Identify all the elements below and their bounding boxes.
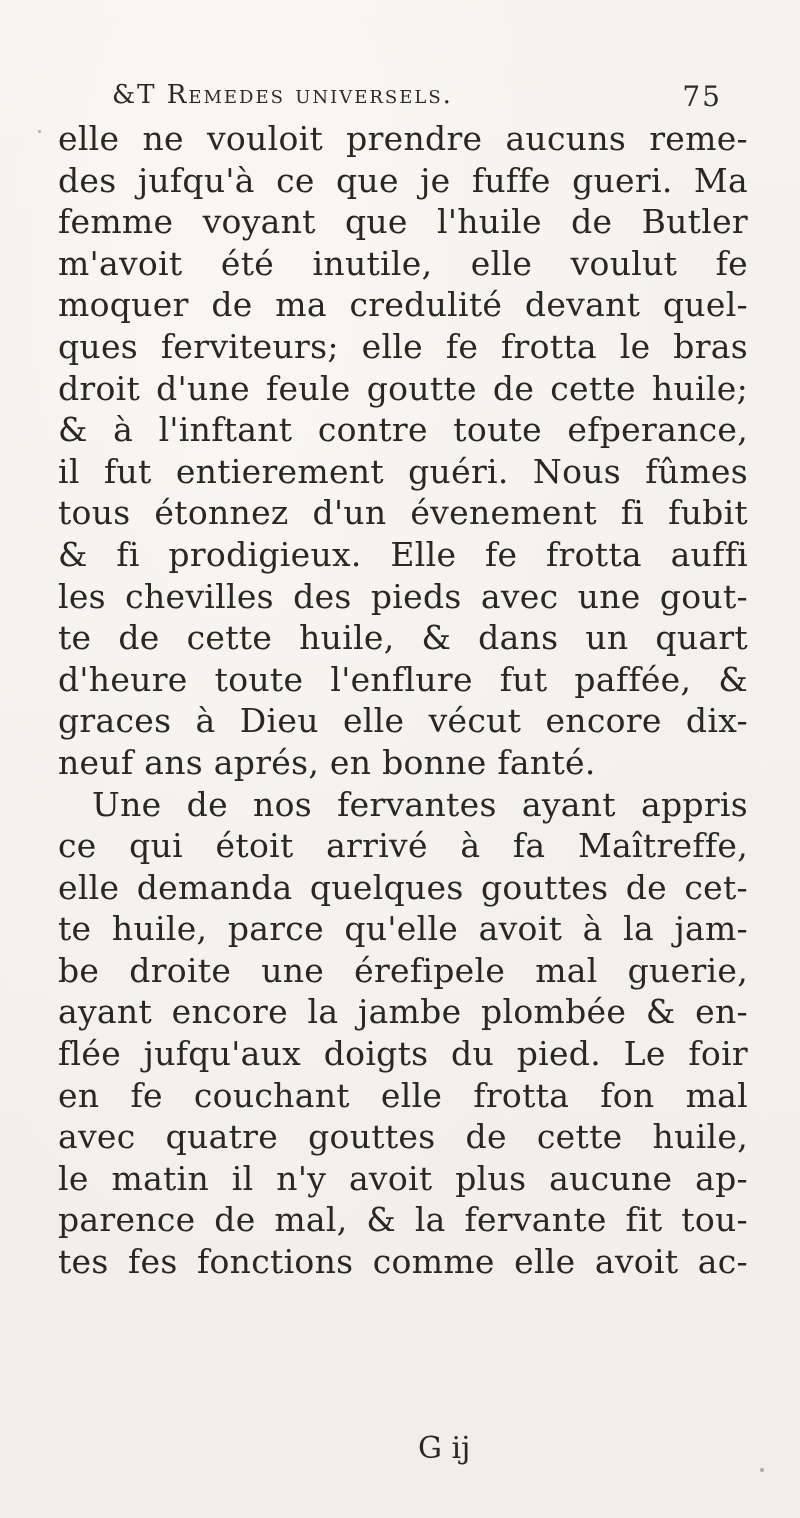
text-line: tous étonnez d'un évenement fi fubit — [58, 493, 748, 533]
text-line: droit d'une feule goutte de cette huile; — [58, 368, 748, 408]
running-title: &T Remedes universels. — [112, 80, 453, 110]
text-line: te de cette huile, & dans un quart — [58, 618, 748, 658]
text-line: te huile, parce qu'elle avoit à la jam- — [58, 909, 748, 949]
text-line: avec quatre gouttes de cette huile, — [58, 1117, 748, 1157]
text-line: d'heure toute l'enflure fut paffée, & — [58, 659, 748, 699]
text-line: femme voyant que l'huile de Butler — [58, 202, 748, 242]
text-line: le matin il n'y avoit plus aucune ap- — [58, 1158, 748, 1198]
paragraph-start-line: Une de nos fervantes ayant appris — [92, 784, 748, 824]
text-line: en fe couchant elle frotta fon mal — [58, 1075, 748, 1115]
text-line: & à l'inftant contre toute efperance, — [58, 410, 748, 450]
paper-speck — [760, 1468, 764, 1472]
text-line: moquer de ma credulité devant quel- — [58, 285, 748, 325]
signature-mark: G ij — [418, 1431, 471, 1466]
text-line: ques ferviteurs; elle fe frotta le bras — [58, 326, 748, 366]
text-line: parence de mal, & la fervante fit tou- — [58, 1200, 748, 1240]
text-line: ce qui étoit arrivé à fa Maîtreffe, — [58, 826, 748, 866]
text-line: neuf ans aprés, en bonne fanté. — [58, 742, 596, 782]
text-line: graces à Dieu elle vécut encore dix- — [58, 701, 748, 741]
text-line: flée jufqu'aux doigts du pied. Le foir — [58, 1034, 748, 1074]
text-line: il fut entierement guéri. Nous fûmes — [58, 451, 748, 491]
page-number: 75 — [682, 80, 722, 113]
text-line: & fi prodigieux. Elle fe frotta auffi — [58, 534, 748, 574]
text-line: be droite une érefipele mal guerie, — [58, 950, 748, 990]
text-line: ayant encore la jambe plombée & en- — [58, 992, 748, 1032]
text-line: elle ne vouloit prendre aucuns reme- — [58, 119, 748, 158]
running-header — [112, 76, 732, 120]
text-line: m'avoit été inutile, elle voulut fe — [58, 243, 748, 283]
text-line: les chevilles des pieds avec une gout- — [58, 576, 748, 616]
text-line: des jufqu'à ce que je fuffe gueri. Ma — [58, 160, 748, 200]
body-text — [58, 118, 748, 1283]
text-line: elle demanda quelques gouttes de cet- — [58, 867, 748, 907]
text-line: tes fes fonctions comme elle avoit ac- — [58, 1242, 748, 1282]
paper-speck — [38, 130, 41, 133]
